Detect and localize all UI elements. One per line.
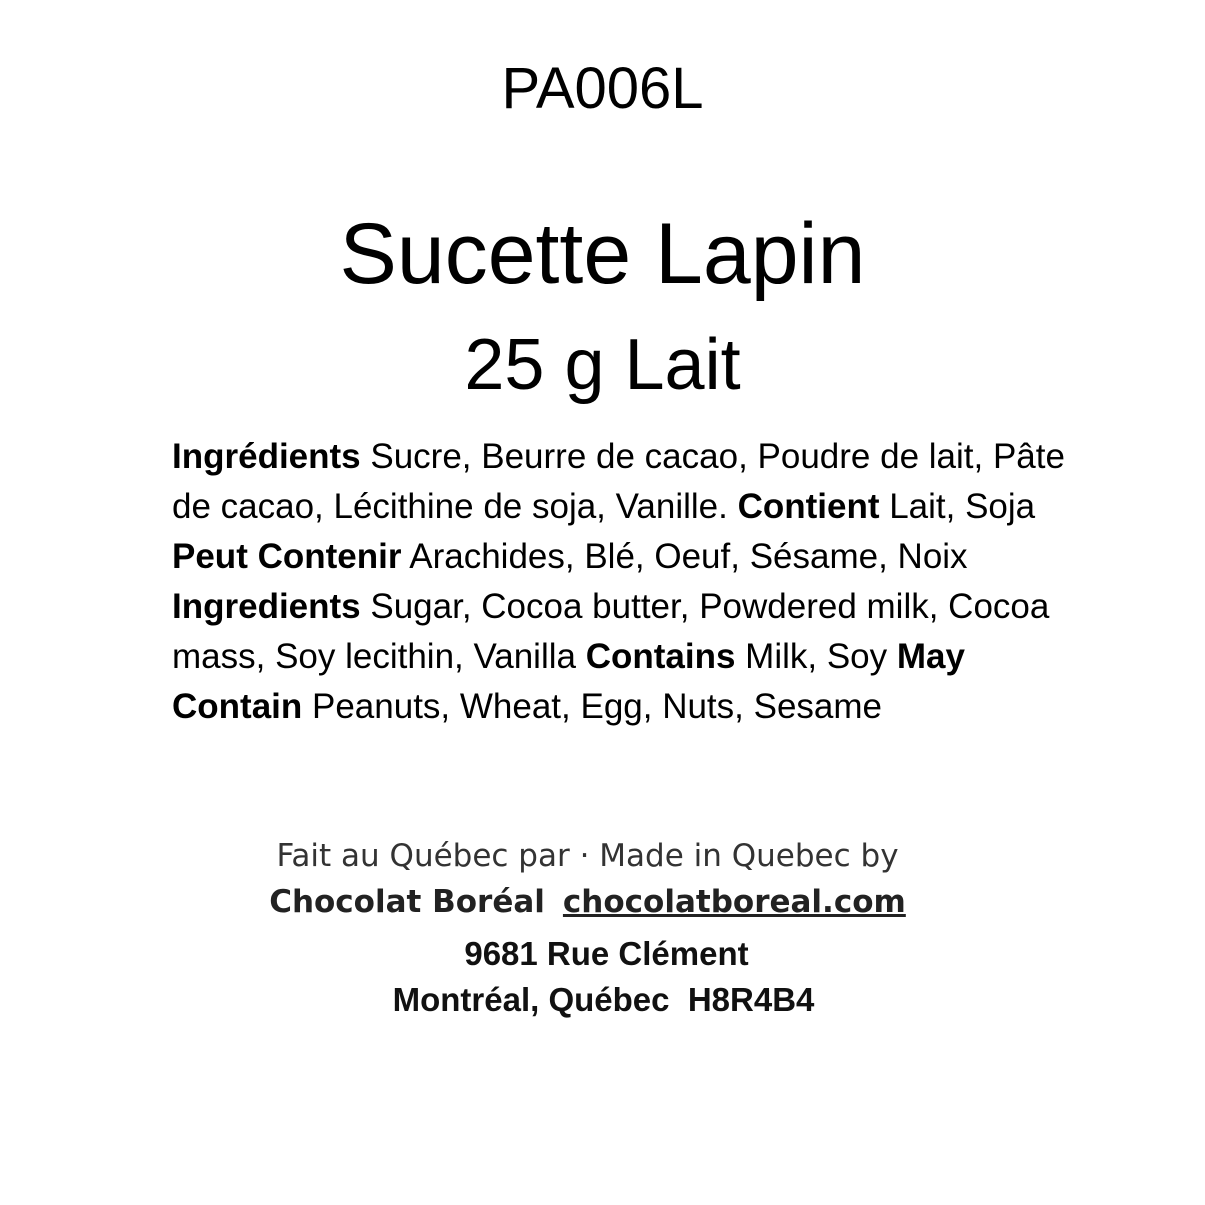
website-link[interactable]: chocolatboreal.com: [562, 884, 906, 920]
product-code: PA006L: [501, 56, 704, 121]
en-contains-text: Milk, Soy: [735, 637, 897, 676]
address-street: 9681 Rue Clément: [464, 935, 749, 972]
en-ingredients-heading: Ingredients: [172, 587, 361, 626]
company-name: Chocolat Boréal: [269, 884, 545, 920]
made-in-line: Fait au Québec par · Made in Quebec by: [276, 838, 899, 874]
en-may-contain-heading: May Contain: [172, 637, 965, 726]
address-city: Montréal, Québec H8R4B4: [392, 981, 815, 1018]
product-name: Sucette Lapin: [339, 206, 866, 302]
company-line: [0, 881, 1175, 923]
fr-contains-text: Lait, Soja: [879, 487, 1036, 526]
en-contains-heading: Contains: [585, 637, 736, 676]
fr-ingredients-text: Sucre, Beurre de cacao, Poudre de lait, Pâte de cacao, Lécithine de soja, Vanille.: [172, 437, 1065, 526]
fr-may-contain-text: Arachides, Blé, Oeuf, Sésame, Noix: [401, 537, 968, 576]
fr-contains-heading: Contient: [737, 487, 880, 526]
en-ingredients-text: Sugar, Cocoa butter, Powdered milk, Cocoa mass, Soy lecithin, Vanilla: [172, 587, 1050, 676]
product-size: 25 g Lait: [464, 325, 741, 405]
ingredients-block: [172, 432, 1072, 732]
fr-ingredients-heading: Ingrédients: [172, 437, 361, 476]
en-may-contain-text: Peanuts, Wheat, Egg, Nuts, Sesame: [302, 687, 883, 726]
fr-may-contain-heading: Peut Contenir: [172, 537, 402, 576]
